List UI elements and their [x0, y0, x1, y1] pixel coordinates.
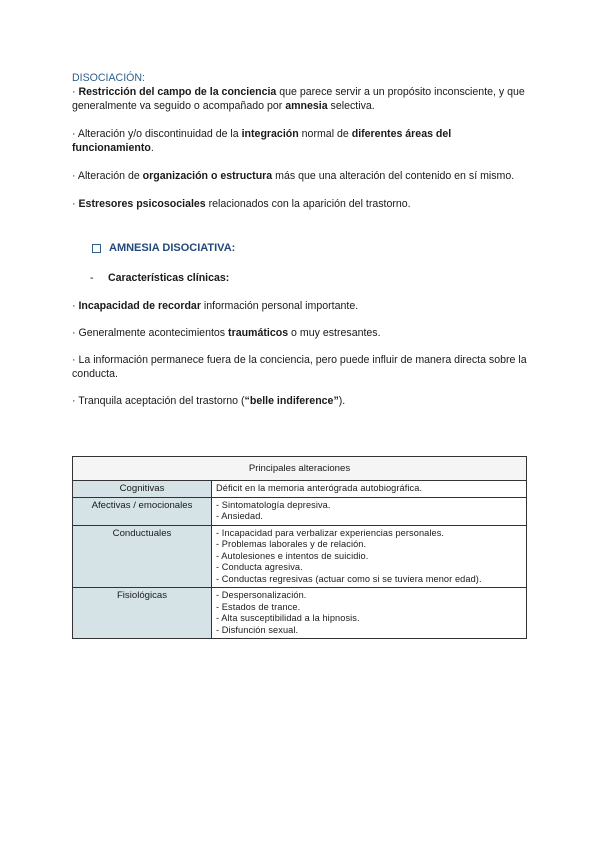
subsection-label: Características clínicas: [108, 272, 230, 284]
bold-text: Incapacidad de recordar [78, 300, 201, 312]
table-row [73, 525, 527, 588]
list-item: - Conductas regresivas (actuar como si se tuviera menor edad). [216, 573, 482, 584]
list-item: - Disfunción sexual. [216, 624, 299, 635]
bold-text: traumáticos [228, 327, 289, 339]
list-item: - Estados de trance. [216, 601, 301, 612]
document-body [72, 71, 532, 408]
feature-1 [72, 299, 532, 313]
row-category: Conductuales [73, 525, 212, 588]
paragraph-4 [72, 197, 532, 211]
paragraph-1 [72, 85, 532, 113]
text: que parece servir a un propósito inconsciente, y que generalmente va seguido o acompañado por [72, 86, 525, 112]
list-item: - Incapacidad para verbalizar experiencias personales. [216, 527, 445, 538]
row-description [212, 525, 527, 588]
paragraph-2 [72, 127, 532, 155]
section-heading-disociacion: DISOCIACIÓN: [72, 72, 145, 84]
text: ). [338, 395, 346, 407]
row-category: Cognitivas [73, 481, 212, 498]
text: · Generalmente acontecimientos [72, 327, 229, 339]
list-item: - Alta susceptibilidad a la hipnosis. [216, 613, 360, 623]
text: · Tranquila aceptación del trastorno ( [72, 395, 245, 407]
bold-text: organización o estructura [142, 170, 273, 182]
row-category: Fisiológicas [73, 588, 212, 639]
list-item: - Ansiedad. [216, 511, 264, 521]
feature-2 [72, 326, 532, 340]
feature-3 [72, 353, 532, 381]
text: · La información permanece fuera de la conciencia, pero puede influir de manera directa sobre la conducta. [72, 354, 527, 380]
bold-text: amnesia [285, 100, 328, 112]
list-item: - Despersonalización. [216, 590, 307, 600]
text: relacionados con la aparición del trastorno. [205, 198, 411, 210]
text: · [72, 198, 79, 210]
list-item: Déficit en la memoria anterógrada autobiográfica. [216, 483, 423, 493]
bold-text: Estresores psicosociales [78, 198, 206, 210]
section-title-amnesia [92, 241, 532, 255]
table-row [73, 588, 527, 639]
text: selectiva. [327, 100, 375, 112]
section-title-text: AMNESIA DISOCIATIVA: [109, 242, 236, 254]
text: · [72, 300, 79, 312]
text: normal de [298, 128, 352, 140]
alterations-table [72, 456, 527, 639]
bold-text: Restricción del campo de la conciencia [78, 86, 277, 98]
row-category: Afectivas / emocionales [73, 497, 212, 525]
paragraph-3 [72, 169, 532, 183]
text: · Alteración de [72, 170, 143, 182]
text: información personal importante. [200, 300, 359, 312]
table-header: Principales alteraciones [73, 457, 527, 481]
dash: - [90, 272, 94, 284]
text: más que una alteración del contenido en sí mismo. [272, 170, 515, 182]
checkbox-icon [92, 244, 101, 253]
bold-text: “belle indiference” [244, 395, 339, 407]
list-item: - Autolesiones e intentos de suicidio. [216, 550, 369, 561]
text: . [150, 142, 154, 154]
row-description [212, 481, 527, 498]
text: · Alteración y/o discontinuidad de la [72, 128, 242, 140]
list-item: - Sintomatología depresiva. [216, 499, 331, 510]
subsection-bullet [90, 271, 532, 285]
table-row [73, 481, 527, 498]
bold-text: diferentes áreas del funcionamiento [72, 128, 452, 154]
text: o muy estresantes. [288, 327, 381, 339]
list-item: - Conducta agresiva. [216, 562, 303, 572]
text: · [72, 86, 79, 98]
row-description [212, 497, 527, 525]
bold-text: integración [241, 128, 299, 140]
table-header-row [73, 457, 527, 481]
table-row [73, 497, 527, 525]
list-item: - Problemas laborales y de relación. [216, 539, 367, 549]
feature-4 [72, 394, 532, 408]
row-description [212, 588, 527, 639]
